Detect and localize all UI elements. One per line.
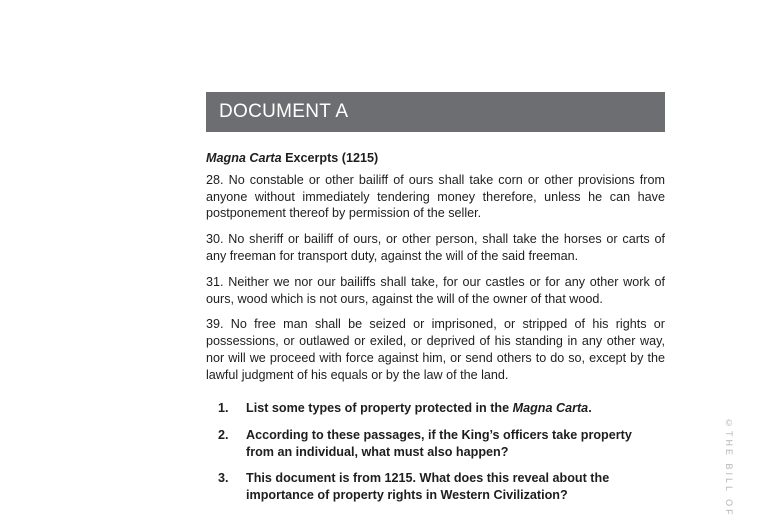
question-text <box>246 470 665 504</box>
question-item <box>206 427 665 461</box>
question-text-part: This document is from 1215. What does this reveal about the importance of property rights in Western Civilization? <box>246 471 610 503</box>
question-number: 1. <box>218 401 229 415</box>
document-banner <box>206 92 665 132</box>
question-text <box>246 427 665 461</box>
question-text-italic: Magna Carta <box>512 401 589 415</box>
question-item <box>206 400 665 417</box>
excerpt-paragraph-39: 39. No free man shall be seized or imprisoned, or stripped of his rights or possessions, or outlawed or exiled, or deprived of his standing in any other way, nor will we proceed with force against him, or send others to do so, except by the lawful judgment of his equals or by the law of the land. <box>206 317 665 382</box>
question-number: 2. <box>218 427 229 442</box>
question-item <box>206 470 665 504</box>
question-text-part: According to these passages, if the King’s officers take property from an individual, what must also happen? <box>246 427 632 459</box>
excerpt-title <box>206 150 665 167</box>
excerpt-paragraph-28: 28. No constable or other bailiff of ours shall take corn or other provisions from anyone without immediately tendering money therefore, unless he can have postponement thereof by permission of the seller. <box>206 172 665 221</box>
question-number: 3. <box>218 471 229 486</box>
question-text-part: . <box>588 401 592 415</box>
excerpt-title-italic: Magna Carta <box>206 151 282 165</box>
document-label: DOCUMENT A <box>219 101 349 122</box>
excerpt-section <box>206 150 665 393</box>
question-text <box>246 400 665 417</box>
question-text-part: List some types of property protected in the <box>246 401 513 415</box>
excerpt-paragraph-31: 31. Neither we nor our bailiffs shall take, for our castles or for any other work of ours, wood which is not ours, against the will of the owner of that wood. <box>206 274 665 306</box>
excerpt-paragraph-30: 30. No sheriff or bailiff of ours, or other person, shall take the horses or carts of any freeman for transport duty, against the will of the said freeman. <box>206 232 665 263</box>
question-list <box>206 400 665 514</box>
excerpt-title-rest: Excerpts (1215) <box>281 151 379 165</box>
copyright-side-text: ©THE BILL OF <box>724 418 734 518</box>
